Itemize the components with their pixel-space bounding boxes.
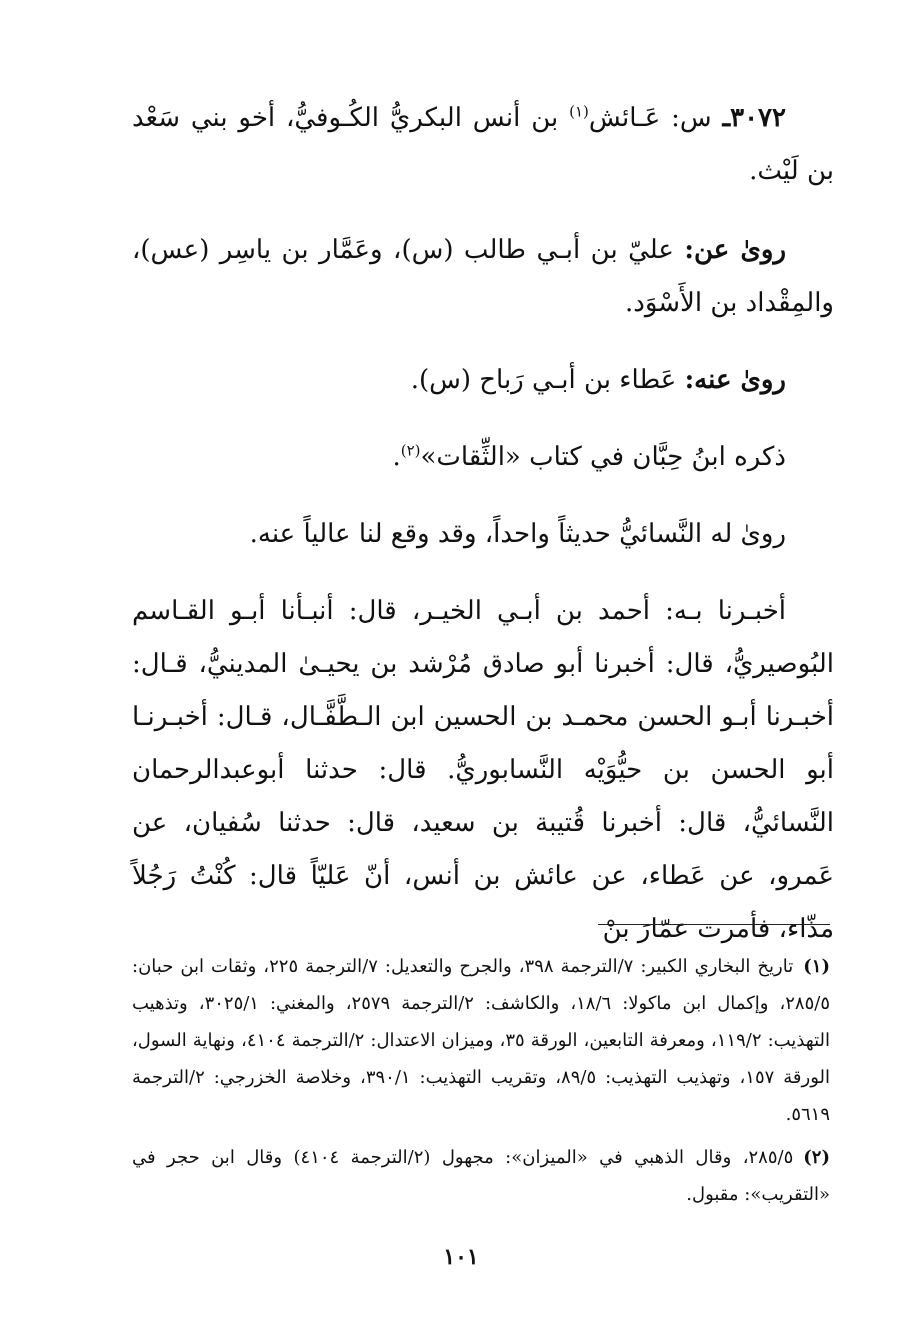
- footnote-2: [132, 1139, 830, 1213]
- footnote-1-text: تاريخ البخاري الكبير: ٧/الترجمة ٣٩٨، والجرح والتعديل: ٧/الترجمة ٢٢٥، وثقات ابن حبان: ٢٨٥/٥، وإكمال ابن ماكولا: ١٨/٦، والكاشف: ٢/الترجمة ٢٥٧٩، والمغني: ٣٠٢٥/١، وتذهيب التهذيب: ١١٩/٢، ومعرفة التابعين، الورقة ٣٥، وميزان الاعتدال: ٢/الترجمة ٤١٠٤، ونهاية السول، الورقة ١٥٧، وتهذيب التهذيب: ٨٩/٥، وتقريب التهذيب: ٣٩٠/١، وخلاصة الخزرجي: ٢/الترجمة ٥٦١٩.: [132, 956, 831, 1125]
- page-number: ١٠١: [443, 1244, 479, 1270]
- footnote-1-number: (١): [803, 956, 830, 977]
- entry-number: ٣٠٧٢: [730, 103, 786, 133]
- entry-name: س: عَـائش: [588, 103, 723, 133]
- entry-heading-paragraph: [132, 92, 834, 198]
- footnote-ref-2[interactable]: (٢): [400, 441, 421, 460]
- mention-text: ذكره ابنُ حِبَّان في كتاب «الثِّقات»: [420, 442, 786, 472]
- entry-dash: ـ: [722, 103, 731, 133]
- footnote-separator: [598, 924, 830, 925]
- narrated-by-text: عَطاء بن أبـي رَباح (س).: [410, 365, 685, 395]
- isnad-paragraph: [132, 585, 834, 956]
- footnote-1: [132, 948, 830, 1133]
- footnote-2-number: (٢): [803, 1147, 830, 1168]
- footnote-ref-1[interactable]: (١): [569, 102, 589, 121]
- entry-description: بن أنس البكريُّ الكُـوفيُّ، أخو بني سَعْد بن لَيْث.: [132, 103, 834, 186]
- narrated-from-paragraph: [132, 224, 834, 330]
- narrated-by-label: روىٰ عنه:: [684, 365, 786, 395]
- main-text: [132, 92, 834, 956]
- narrated-from-label: روىٰ عن:: [684, 235, 786, 265]
- isnad-text: أخبـرنا بـه: أحمد بن أبـي الخيـر، قال: أنبـأنا أبـو القـاسم البُوصيريُّ، قال: أخبرنا أبو صادق مُرْشد بن يحيـىٰ المدينيُّ، قـال: أخبـرنا أبـو الحسن محمـد بن الحسين ابن الـطَّفَّـال، قـال: أخبـرنـا أبو الحسن بن حيُّوَيْه النَّسابوريُّ. قال: حدثنا أبوعبدالرحمان النَّسائيُّ، قال: أخبرنا قُتيبة بن سعيد، قال: حدثنا سُفيان، عن عَمرو، عن عَطاء، عن عائش بن أنس، أنّ عَليّاً قال: كُنْتُ رَجُلاً مذّاء، فأمرت عمّارَ بنْ: [132, 596, 834, 944]
- narrated-by-paragraph: [132, 354, 834, 407]
- narrated-for-paragraph: [132, 508, 834, 561]
- narrated-for-text: روىٰ له النَّسائيُّ حديثاً واحداً، وقد وقع لنا عالياً عنه.: [249, 519, 786, 549]
- narrated-from-text: عليّ بن أبـي طالب (س)، وعَمَّار بن ياسِر (عس)، والمِقْداد بن الأَسْوَد.: [132, 235, 834, 318]
- footnote-2-text: ٢٨٥/٥، وقال الذهبي في «الميزان»: مجهول (٢/الترجمة ٤١٠٤) وقال ابن حجر في «التقريب»: مقبول.: [132, 1147, 830, 1205]
- mention-paragraph: [132, 431, 834, 484]
- footnotes: [132, 948, 830, 1219]
- mention-end: .: [392, 442, 401, 472]
